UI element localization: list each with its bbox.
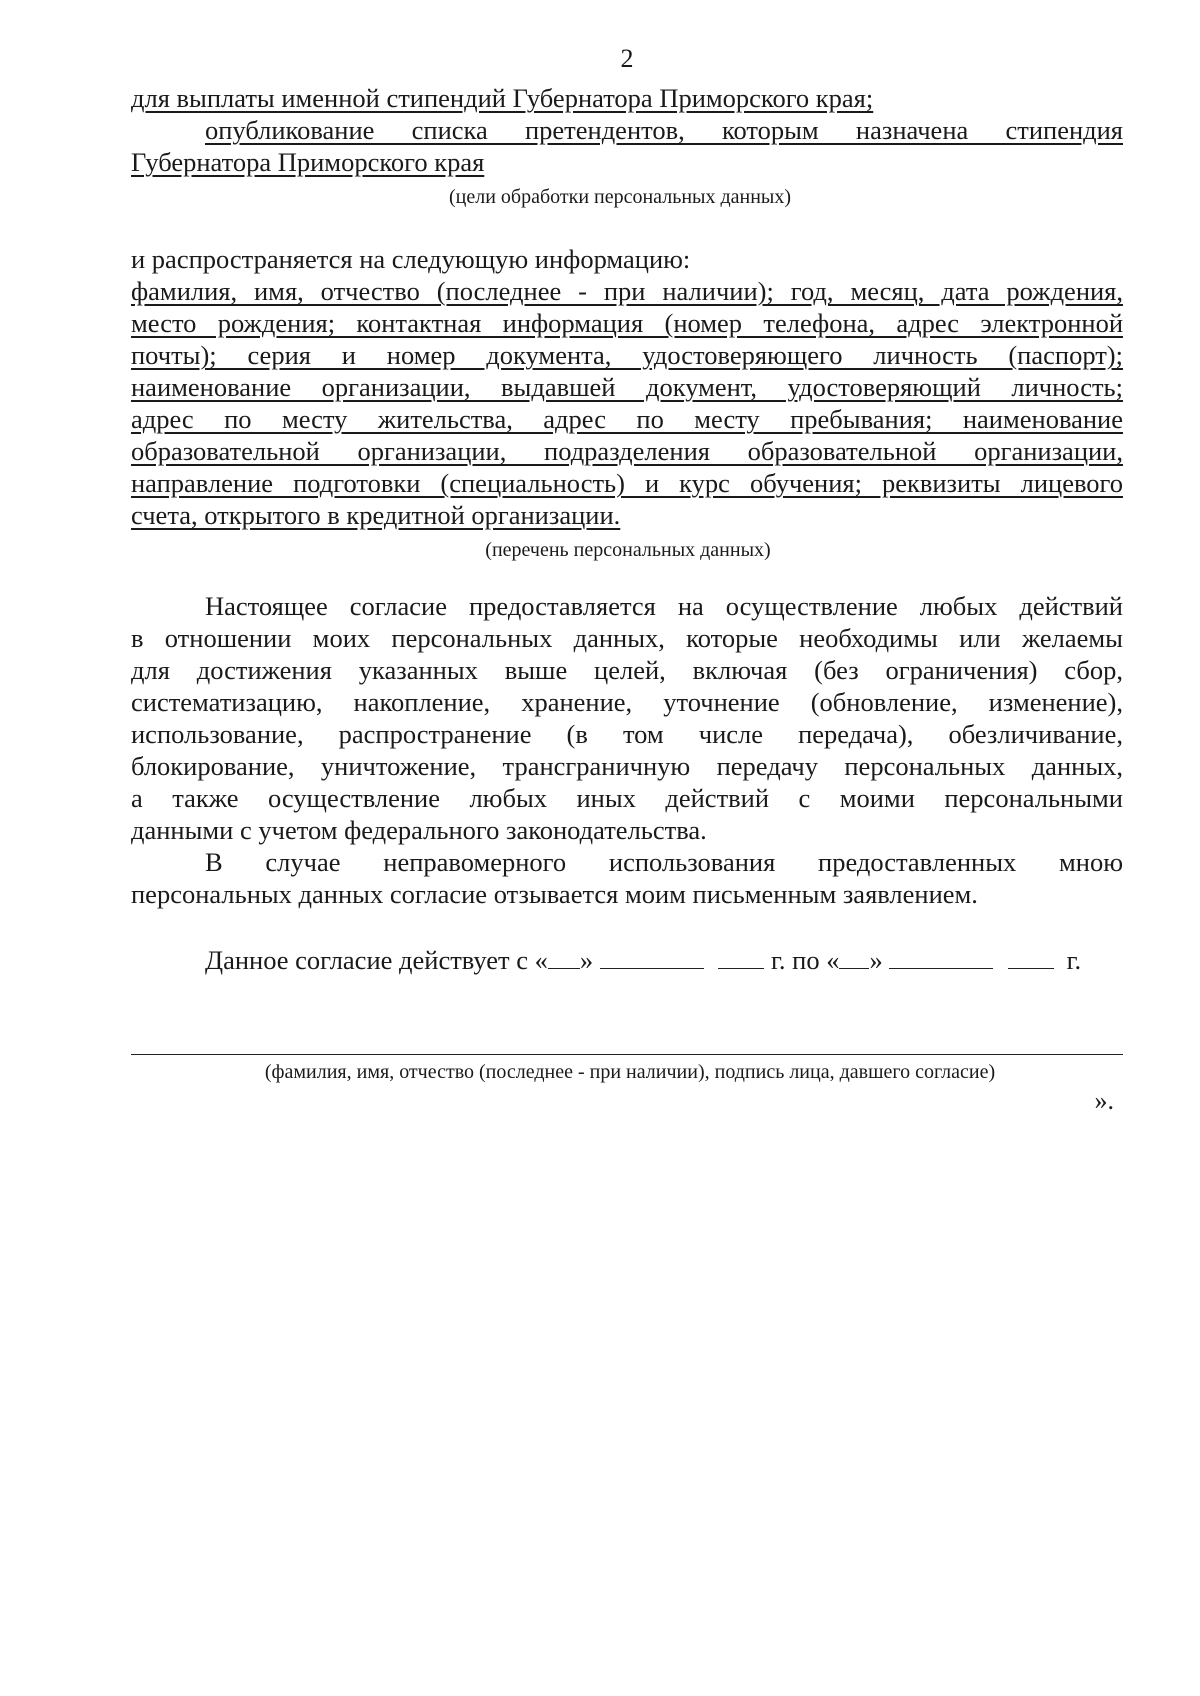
signature-line[interactable] <box>131 1054 1123 1055</box>
personal-data-line-4: наименование организации, выдавшей документ, удостоверяющий личность; <box>131 372 1123 402</box>
purpose-caption: (цели обработки персональных данных) <box>448 186 792 208</box>
start-month-blank[interactable] <box>600 946 704 969</box>
validity-prefix: Данное согласие действует с « <box>205 945 548 975</box>
page-number: 2 <box>620 44 634 73</box>
end-year-blank[interactable] <box>1008 946 1054 969</box>
info-intro: и распространяется на следующую информацию: <box>131 244 691 274</box>
personal-data-line-7: направление подготовки (специальность) и курс обучения; реквизиты лицевого <box>131 468 1123 498</box>
closing-mark: ». <box>1094 1086 1114 1115</box>
end-day-blank[interactable] <box>839 946 869 969</box>
end-month-blank[interactable] <box>889 946 993 969</box>
validity-end: г. <box>1066 945 1082 975</box>
personal-data-line-5: адрес по месту жительства, адрес по месту пребывания; наименование <box>131 404 1123 434</box>
personal-data-caption: (перечень персональных данных) <box>485 539 771 561</box>
consent-line-6: блокирование, уничтожение, трансграничную передачу персональных данных, <box>131 751 1123 781</box>
consent-line-8: данными с учетом федерального законодательства. <box>131 815 707 845</box>
signature-caption: (фамилия, имя, отчество (последнее - при наличии), подпись лица, давшего согласие) <box>264 1061 996 1083</box>
personal-data-line-3: почты); серия и номер документа, удостоверяющего личность (паспорт); <box>131 340 1123 370</box>
consent-line-3: для достижения указанных выше целей, включая (без ограничения) сбор, <box>131 655 1123 685</box>
validity-line <box>205 944 1081 976</box>
validity-close-quote-2: » <box>869 945 883 975</box>
consent-line-7: а также осуществление любых иных действий с моими персональными <box>131 783 1123 813</box>
start-year-blank[interactable] <box>718 946 764 969</box>
start-day-blank[interactable] <box>548 946 580 969</box>
purpose-line-1: для выплаты именной стипендий Губернатора Приморского края; <box>131 83 874 113</box>
purpose-line-3: Губернатора Приморского края <box>131 147 485 177</box>
consent-line-2: в отношении моих персональных данных, которые необходимы или желаемы <box>131 623 1123 653</box>
personal-data-line-6: образовательной организации, подразделения образовательной организации, <box>131 436 1123 466</box>
purpose-line-2: опубликование списка претендентов, которым назначена стипендия <box>205 115 1123 145</box>
consent-line-1: Настоящее согласие предоставляется на осуществление любых действий <box>205 591 1123 621</box>
consent-line-4: систематизацию, накопление, хранение, уточнение (обновление, изменение), <box>131 687 1123 717</box>
consent-line-5: использование, распространение (в том числе передача), обезличивание, <box>131 719 1123 749</box>
revocation-line-2: персональных данных согласие отзывается моим письменным заявлением. <box>131 879 978 909</box>
personal-data-line-8: счета, открытого в кредитной организации. <box>131 500 621 530</box>
personal-data-line-2: место рождения; контактная информация (номер телефона, адрес электронной <box>131 308 1123 338</box>
personal-data-line-1: фамилия, имя, отчество (последнее - при наличии); год, месяц, дата рождения, <box>131 276 1123 306</box>
revocation-line-1: В случае неправомерного использования предоставленных мною <box>205 847 1123 877</box>
validity-close-quote: » <box>579 945 594 975</box>
validity-year-suffix: г. по « <box>771 945 840 975</box>
